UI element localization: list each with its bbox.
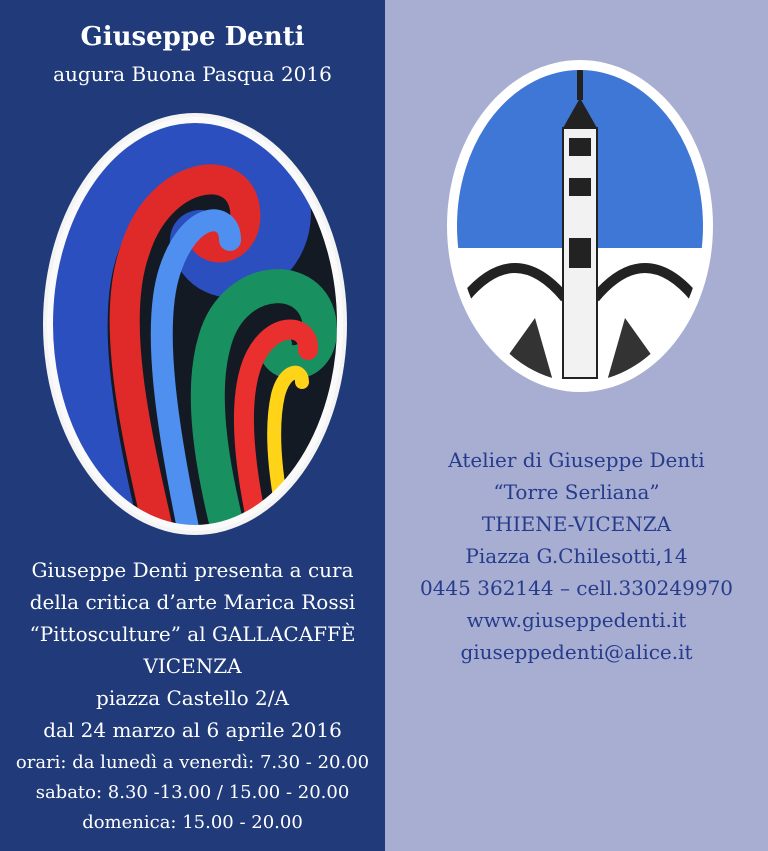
abstract-painting-image [40,110,350,538]
atelier-phone: 0445 362144 – cell.330249970 [419,576,734,600]
artist-title: Giuseppe Denti [80,22,305,52]
tower-drawing-image [445,58,715,394]
opening-hours-sunday: domenica: 15.00 - 20.00 [82,812,303,833]
atelier-address: Piazza G.Chilesotti,14 [465,544,688,568]
atelier-email-link[interactable]: giuseppedenti@alice.it [460,640,693,664]
opening-hours-weekdays: orari: da lunedì a venerdì: 7.30 - 20.00 [15,752,370,773]
exhibition-line-2: della critica d’arte Marica Rossi [29,590,356,614]
exhibition-address: piazza Castello 2/A [96,686,289,710]
exhibition-dates: dal 24 marzo al 6 aprile 2016 [43,718,342,742]
easter-greeting: augura Buona Pasqua 2016 [53,62,332,86]
atelier-subtitle: “Torre Serliana” [493,480,660,504]
atelier-website-link[interactable]: www.giuseppedenti.it [466,608,687,632]
atelier-name: Atelier di Giuseppe Denti [448,448,705,472]
exhibition-city: VICENZA [143,654,242,678]
right-panel [385,0,768,851]
opening-hours-saturday: sabato: 8.30 -13.00 / 15.00 - 20.00 [35,782,350,803]
atelier-city: THIENE-VICENZA [481,512,672,536]
exhibition-line-3: “Pittosculture” al GALLACAFFÈ [29,622,356,646]
exhibition-line-1: Giuseppe Denti presenta a cura [31,558,354,582]
